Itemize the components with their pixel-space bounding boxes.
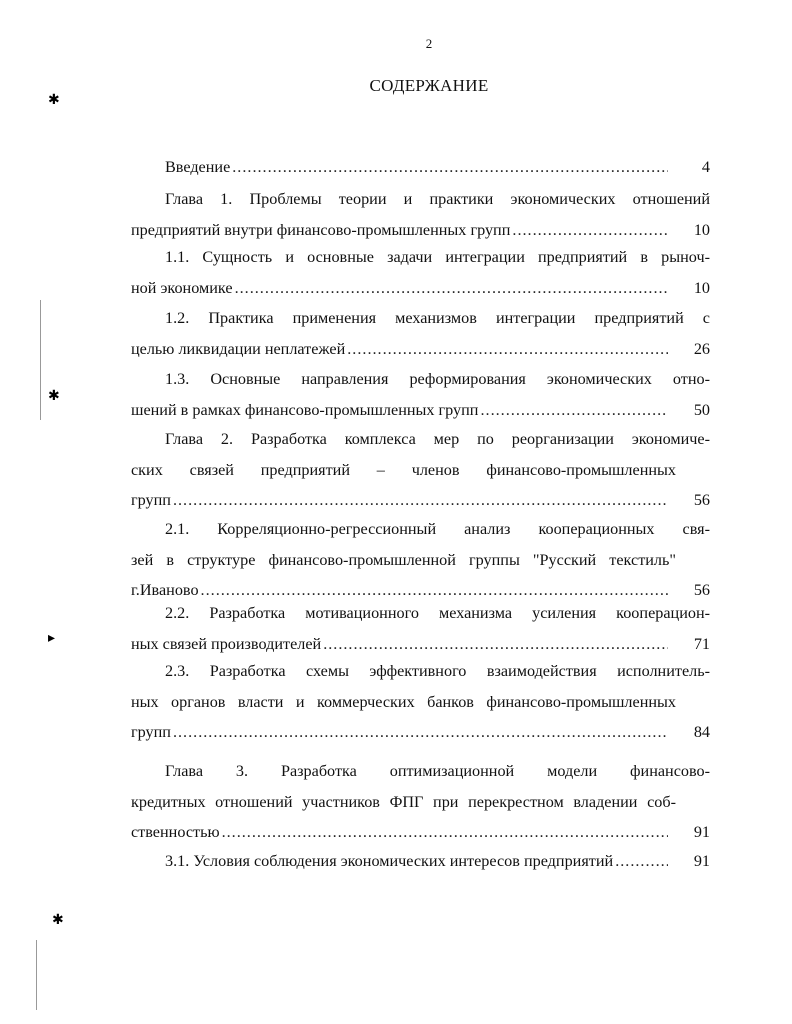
toc-page-number: 84	[693, 723, 710, 741]
toc-entry-text: зей в структуре финансово-промышленной группы "Русский текстиль"	[131, 550, 676, 569]
scan-mark: ✱	[48, 93, 60, 108]
toc-entry-text: 2.2. Разработка мотивационного механизма усиления кооперацион-	[165, 604, 710, 622]
toc-entry-last-line	[131, 215, 710, 245]
toc-entry-text: 1.3. Основные направления реформирования экономических отно-	[165, 370, 710, 388]
toc-entry-text: шений в рамках финансово-промышленных групп	[131, 400, 479, 419]
scan-mark: ✱	[52, 913, 64, 928]
toc-entry-last-line	[131, 846, 710, 876]
toc-page-number: 71	[693, 634, 710, 653]
toc-entry-text: 2.1. Корреляционно-регрессионный анализ кооперационных свя-	[165, 520, 710, 538]
toc-page-number: 10	[693, 278, 710, 297]
toc-entry-line	[131, 756, 710, 786]
toc-entry-text: 1.2. Практика применения механизмов интеграции предприятий с	[165, 309, 710, 327]
toc-page-number: 56	[693, 581, 710, 599]
toc-entry-last-line	[131, 817, 710, 847]
toc-entry-last-line	[131, 395, 710, 425]
toc-page-number: 26	[693, 339, 710, 358]
toc-page-number: 50	[693, 400, 710, 419]
toc-entry-last-line	[131, 273, 710, 303]
toc-entry-text: Введение	[165, 158, 231, 176]
toc-entry-text: 1.1. Сущность и основные задачи интеграции предприятий в рыноч-	[165, 248, 710, 266]
toc-entry-text: ных органов власти и коммерческих банков финансово-промышленных	[131, 692, 676, 711]
toc-entry-line	[131, 424, 710, 454]
toc-entry-text: кредитных отношений участников ФПГ при перекрестном владении соб-	[131, 792, 676, 811]
toc-page-number: 91	[693, 823, 710, 841]
toc-entry-text: Глава 3. Разработка оптимизационной модели финансово-	[165, 762, 710, 780]
toc-page-number: 56	[693, 491, 710, 509]
scan-mark: ✱	[48, 389, 60, 404]
toc-entry-text: групп	[131, 723, 171, 741]
toc-entry-line	[131, 598, 710, 628]
toc-entry-text: ной экономике	[131, 278, 233, 297]
dot-leader	[347, 334, 668, 364]
toc-entry-last-line	[131, 152, 710, 182]
toc-entry-text: ственностью	[131, 823, 220, 841]
dot-leader	[512, 215, 668, 245]
page-title: СОДЕРЖАНИЕ	[369, 76, 489, 95]
toc-entry-text: ских связей предприятий – членов финансово-промышленных	[131, 460, 676, 479]
page-number: 2	[425, 36, 433, 51]
toc-entry-text: Глава 1. Проблемы теории и практики экономических отношений	[165, 190, 710, 208]
toc-page-number: 10	[693, 220, 710, 239]
toc-page-number: 91	[693, 852, 710, 870]
dot-leader	[480, 395, 668, 425]
toc-entry-text: предприятий внутри финансово-промышленных групп	[131, 220, 511, 239]
toc-entry-last-line	[131, 717, 710, 747]
toc-entry-text: целью ликвидации неплатежей	[131, 339, 346, 358]
scan-edge-line	[36, 940, 37, 1010]
toc-entry-text: ных связей производителей	[131, 634, 322, 653]
toc-entry-last-line	[131, 485, 710, 515]
toc-entry-last-line	[131, 629, 710, 659]
dot-leader	[222, 817, 668, 847]
toc-entry-text: групп	[131, 491, 171, 509]
toc-entry-text: г.Иваново	[131, 581, 199, 599]
dot-leader	[173, 485, 668, 515]
toc-entry-text: Глава 2. Разработка комплекса мер по реорганизации экономиче-	[165, 430, 710, 448]
toc-entry-line	[131, 787, 676, 817]
dot-leader	[235, 273, 668, 303]
toc-entry-line	[131, 687, 676, 717]
toc-entry-line	[131, 545, 676, 575]
dot-leader	[615, 846, 668, 876]
toc-entry-line	[131, 455, 676, 485]
dot-leader	[232, 152, 668, 182]
toc-page-number: 4	[701, 158, 710, 176]
scan-mark: ▸	[48, 631, 56, 646]
toc-entry-line	[131, 364, 710, 394]
toc-entry-line	[131, 514, 710, 544]
toc-entry-line	[131, 303, 710, 333]
toc-entry-line	[131, 184, 710, 214]
toc-entry-text: 2.3. Разработка схемы эффективного взаимодействия исполнитель-	[165, 662, 710, 680]
toc-entry-line	[131, 242, 710, 272]
toc-entry-line	[131, 656, 710, 686]
dot-leader	[173, 717, 668, 747]
toc-entry-last-line	[131, 334, 710, 364]
dot-leader	[323, 629, 668, 659]
toc-entry-text: 3.1. Условия соблюдения экономических интересов предприятий	[165, 852, 614, 870]
scan-edge-line	[40, 300, 41, 420]
